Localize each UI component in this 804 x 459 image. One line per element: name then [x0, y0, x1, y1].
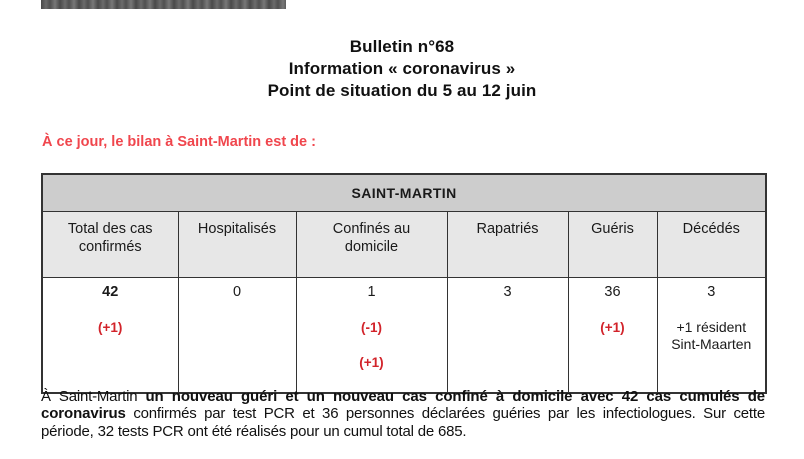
table-region-header: SAINT-MARTIN — [42, 174, 766, 212]
paragraph-bold-segment: un nouveau guéri et un nouveau cas confiné à domicile avec 42 cas cumulés de coronavirus — [41, 388, 766, 423]
redacted-header-bar — [41, 0, 286, 9]
column-header-2: Confinés au domicile — [296, 212, 447, 278]
cell-value: 1 — [367, 284, 376, 300]
title-line-period: Point de situation du 5 au 12 juin — [267, 81, 537, 100]
column-header-1: Hospitalisés — [178, 212, 296, 278]
cell-note: +1 résident Sint-Maarten — [671, 319, 752, 352]
value-cell-2 — [296, 278, 447, 394]
column-header-4: Guéris — [568, 212, 657, 278]
title-line-bulletin-number: Bulletin n°68 — [349, 37, 455, 56]
summary-paragraph — [41, 388, 765, 440]
table-region-row — [42, 174, 766, 212]
value-cell-0 — [42, 278, 178, 394]
cell-value: 36 — [604, 284, 621, 300]
lead-text: À ce jour, le bilan à Saint-Martin est de : — [42, 134, 316, 150]
column-header-3: Rapatriés — [447, 212, 568, 278]
cell-delta: (+1) — [359, 355, 384, 370]
page-title — [0, 36, 804, 102]
stats-table — [41, 173, 767, 394]
column-header-5: Décédés — [657, 212, 766, 278]
value-cell-4 — [568, 278, 657, 394]
table-value-row — [42, 278, 766, 394]
column-header-0: Total des cas confirmés — [42, 212, 178, 278]
paragraph-segment: confirmés par test PCR et 36 personnes déclarées guéries par les infectiologues. Sur cette période, 32 tests PCR ont été réalisés pour un cumul total de 685. — [41, 405, 765, 440]
title-line-information: Information « coronavirus » — [288, 59, 516, 78]
value-cell-5 — [657, 278, 766, 394]
cell-value: 3 — [503, 284, 512, 300]
value-cell-1 — [178, 278, 296, 394]
value-cell-3 — [447, 278, 568, 394]
cell-value: 42 — [102, 284, 119, 300]
cell-value: 0 — [232, 284, 242, 300]
cell-delta: (+1) — [600, 320, 625, 335]
cell-delta: (+1) — [98, 320, 123, 335]
cell-value: 3 — [707, 284, 716, 300]
paragraph-segment: À Saint-Martin — [41, 388, 146, 405]
table-header-row — [42, 212, 766, 278]
cell-delta: (-1) — [361, 320, 382, 335]
